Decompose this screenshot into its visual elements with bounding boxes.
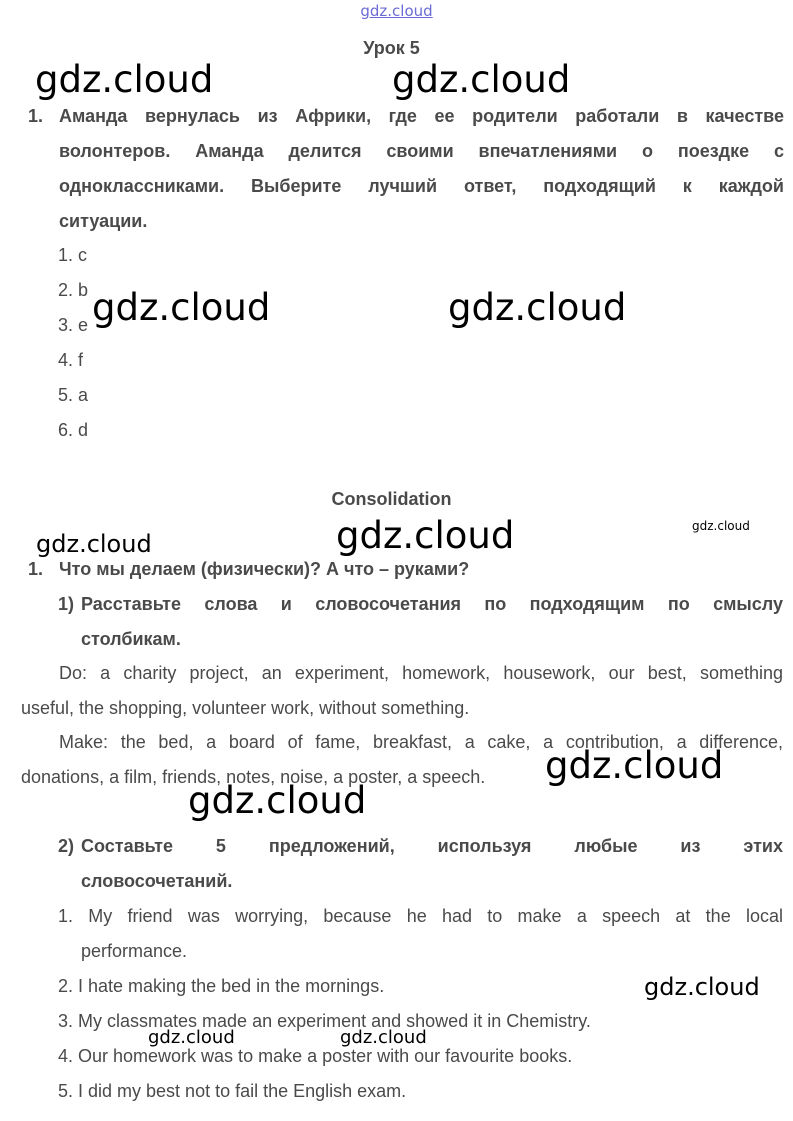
do-line: useful, the shopping, volunteer work, without something. (21, 698, 470, 718)
exercise1-line: волонтеров. Аманда делится своими впечатлениями о поездке с (59, 141, 784, 161)
sentence-item: performance. (81, 941, 188, 961)
part2-line: Составьте 5 предложений, используя любые из этих (81, 836, 783, 856)
answer-item: 2. b (58, 280, 89, 300)
do-line: Do: a charity project, an experiment, homework, housework, our best, something (59, 663, 783, 683)
answer-item: 5. a (58, 385, 89, 405)
watermark: gdz.cloud (340, 1027, 427, 1048)
part2-task (81, 829, 783, 899)
exercise1-answers (58, 238, 88, 448)
site-link[interactable]: gdz.cloud (360, 2, 433, 20)
sentence-list (58, 899, 783, 1109)
part2-line: словосочетаний. (81, 871, 233, 891)
part1-line: Расставьте слова и словосочетания по подходящим по смыслу (81, 594, 783, 614)
watermark: gdz.cloud (545, 744, 724, 787)
answer-item: 1. c (58, 245, 88, 265)
answer-item: 6. d (58, 420, 89, 440)
watermark: gdz.cloud (35, 58, 214, 101)
watermark: gdz.cloud (336, 514, 515, 557)
exercise1-number: 1. (28, 106, 44, 126)
part1-line: столбикам. (81, 629, 181, 649)
exercise1-task (59, 99, 784, 239)
watermark: gdz.cloud (148, 1027, 235, 1048)
exercise1-line: одноклассниками. Выберите лучший ответ, подходящий к каждой (59, 176, 784, 196)
watermark: gdz.cloud (392, 58, 571, 101)
sentence-item: 5. I did my best not to fail the English exam. (58, 1081, 407, 1101)
sentence-item: 1. My friend was worrying, because he had to make a speech at the local (58, 906, 783, 926)
answer-item: 3. e (58, 315, 89, 335)
watermark: gdz.cloud (644, 973, 760, 1001)
exercise1-line: ситуации. (59, 211, 148, 231)
watermark: gdz.cloud (188, 779, 367, 822)
consolidation-task-text: Что мы делаем (физически)? А что – руками? (59, 559, 470, 579)
sentence-item: 3. My classmates made an experiment and showed it in Chemistry. (58, 1011, 591, 1031)
exercise1-line: Аманда вернулась из Африки, где ее родители работали в качестве (59, 106, 784, 126)
watermark: gdz.cloud (92, 286, 271, 329)
watermark: gdz.cloud (448, 286, 627, 329)
sentence-item: 2. I hate making the bed in the mornings. (58, 976, 385, 996)
consolidation-task-number: 1. (28, 559, 44, 579)
make-line: donations, a film, friends, notes, noise, a poster, a speech. (21, 767, 486, 787)
watermark: gdz.cloud (692, 519, 750, 533)
do-list (21, 656, 783, 726)
part1-task (81, 587, 783, 657)
part2-number: 2) (58, 836, 75, 856)
lesson-title: Урок 5 (363, 38, 420, 58)
consolidation-title: Consolidation (331, 489, 452, 509)
make-line: Make: the bed, a board of fame, breakfast, a cake, a contribution, a difference, (59, 732, 783, 752)
part1-number: 1) (58, 594, 75, 614)
sentence-item: 4. Our homework was to make a poster with our favourite books. (58, 1046, 573, 1066)
watermark: gdz.cloud (36, 530, 152, 558)
answer-item: 4. f (58, 350, 84, 370)
